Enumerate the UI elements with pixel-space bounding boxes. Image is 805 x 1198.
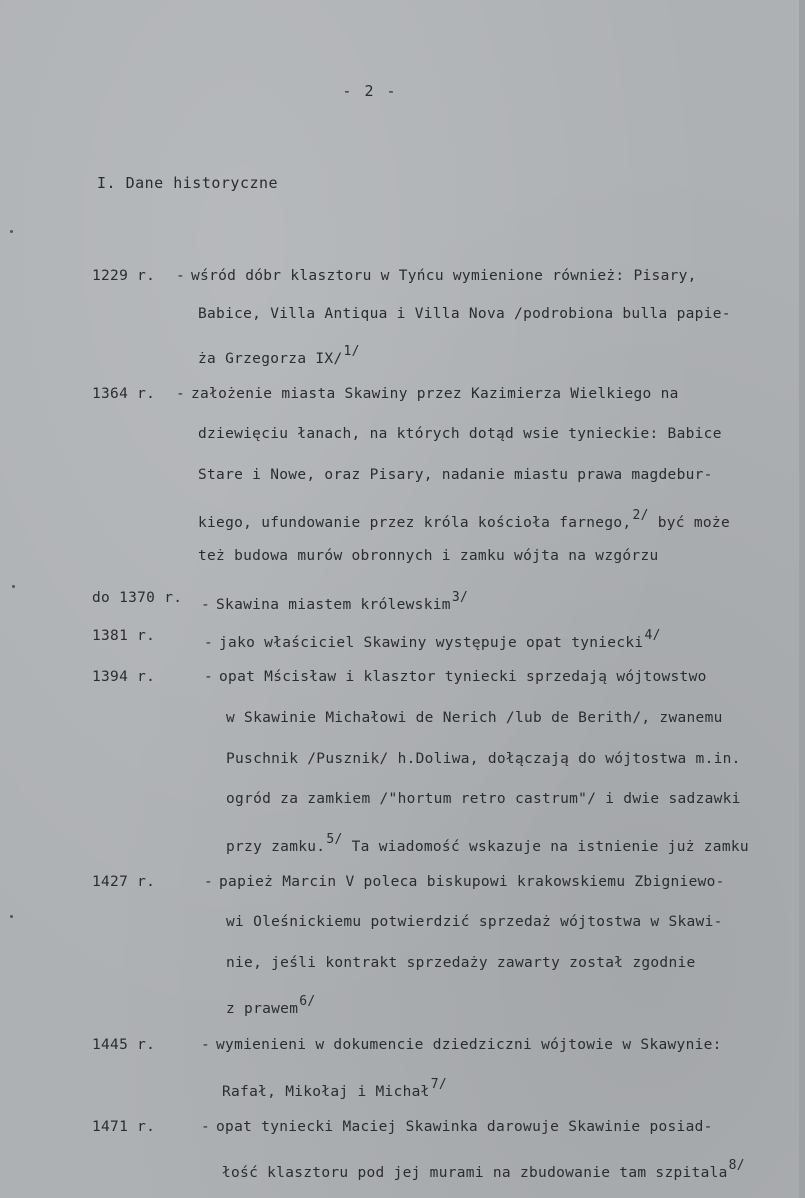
entry-year: 1471 r. <box>92 1119 156 1135</box>
entry-text: - wymienieni w dokumencie dziedziczni wójtowie w Skawynie: <box>201 1037 722 1053</box>
footnote-ref: 8/ <box>728 1158 745 1173</box>
entry-text: - papież Marcin V poleca biskupowi krakowskiemu Zbigniewo- <box>204 874 725 890</box>
entry-text: kiego, ufundowanie przez króla kościoła farnego,2/ być może <box>198 508 730 531</box>
entry-text: Babice, Villa Antiqua i Villa Nova /podrobiona bulla papie- <box>198 306 731 322</box>
entry-year: 1427 r. <box>92 874 156 890</box>
entry-year: 1229 r. <box>92 268 156 284</box>
entry-text: też budowa murów obronnych i zamku wójta na wzgórzu <box>198 548 659 564</box>
entry-text: - założenie miasta Skawiny przez Kazimierza Wielkiego na <box>176 386 679 402</box>
entry-text: - Skawina miastem królewskim3/ <box>201 590 469 613</box>
paper-speck <box>12 585 15 588</box>
entry-text: nie, jeśli kontrakt sprzedaży zawarty został zgodnie <box>226 955 696 971</box>
entry-year: 1364 r. <box>92 386 156 402</box>
entry-year: 1381 r. <box>92 628 156 644</box>
footnote-ref: 7/ <box>430 1077 447 1092</box>
entry-year: 1445 r. <box>92 1037 156 1053</box>
entry-text: Rafał, Mikołaj i Michał7/ <box>222 1077 447 1100</box>
entry-year: do 1370 r. <box>92 590 183 606</box>
footnote-ref: 3/ <box>451 590 469 605</box>
entry-text: - opat tyniecki Maciej Skawinka darowuje Skawinie posiad- <box>201 1119 713 1135</box>
entry-text: - jako właściciel Skawiny występuje opat tyniecki4/ <box>204 628 661 651</box>
entry-text: ogród za zamkiem /"hortum retro castrum"/ i dwie sadzawki <box>226 791 741 807</box>
entry-text: w Skawinie Michałowi de Nerich /lub de Berith/, zwanemu <box>226 710 723 726</box>
paper-edge <box>799 0 805 1198</box>
entry-year: 1394 r. <box>92 669 156 685</box>
footnote-ref: 6/ <box>299 994 316 1009</box>
entry-text: dziewięciu łanach, na których dotąd wsie tynieckie: Babice <box>198 426 722 442</box>
footnote-ref: 2/ <box>632 508 649 523</box>
entry-text: z prawem6/ <box>226 994 316 1017</box>
entry-text: Stare i Nowe, oraz Pisary, nadanie miastu prawa magdebur- <box>198 467 713 483</box>
entry-text: - wśród dóbr klasztoru w Tyńcu wymienione również: Pisary, <box>176 268 697 284</box>
entry-text: Puschnik /Pusznik/ h.Doliwa, dołączają do wójtostwa m.in. <box>226 751 741 767</box>
entry-text: przy zamku.5/ Ta wiadomość wskazuje na istnienie już zamku <box>226 832 749 855</box>
paper-speck <box>10 230 13 233</box>
footnote-ref: 1/ <box>343 344 360 359</box>
entry-text: ża Grzegorza IX/1/ <box>198 344 360 367</box>
entry-text: wi Oleśnickiemu potwierdzić sprzedaż wójtostwa w Skawi- <box>226 914 723 930</box>
footnote-ref: 4/ <box>644 628 661 643</box>
footnote-ref: 5/ <box>326 832 343 847</box>
entry-text: łość klasztoru pod jej murami na zbudowanie tam szpitala8/ <box>222 1158 745 1181</box>
entry-text: - opat Mścisław i klasztor tyniecki sprzedają wójtowstwo <box>204 669 707 685</box>
page-number: - 2 - <box>342 82 398 100</box>
paper-speck <box>10 915 13 918</box>
section-heading: I. Dane historyczne <box>97 174 279 192</box>
